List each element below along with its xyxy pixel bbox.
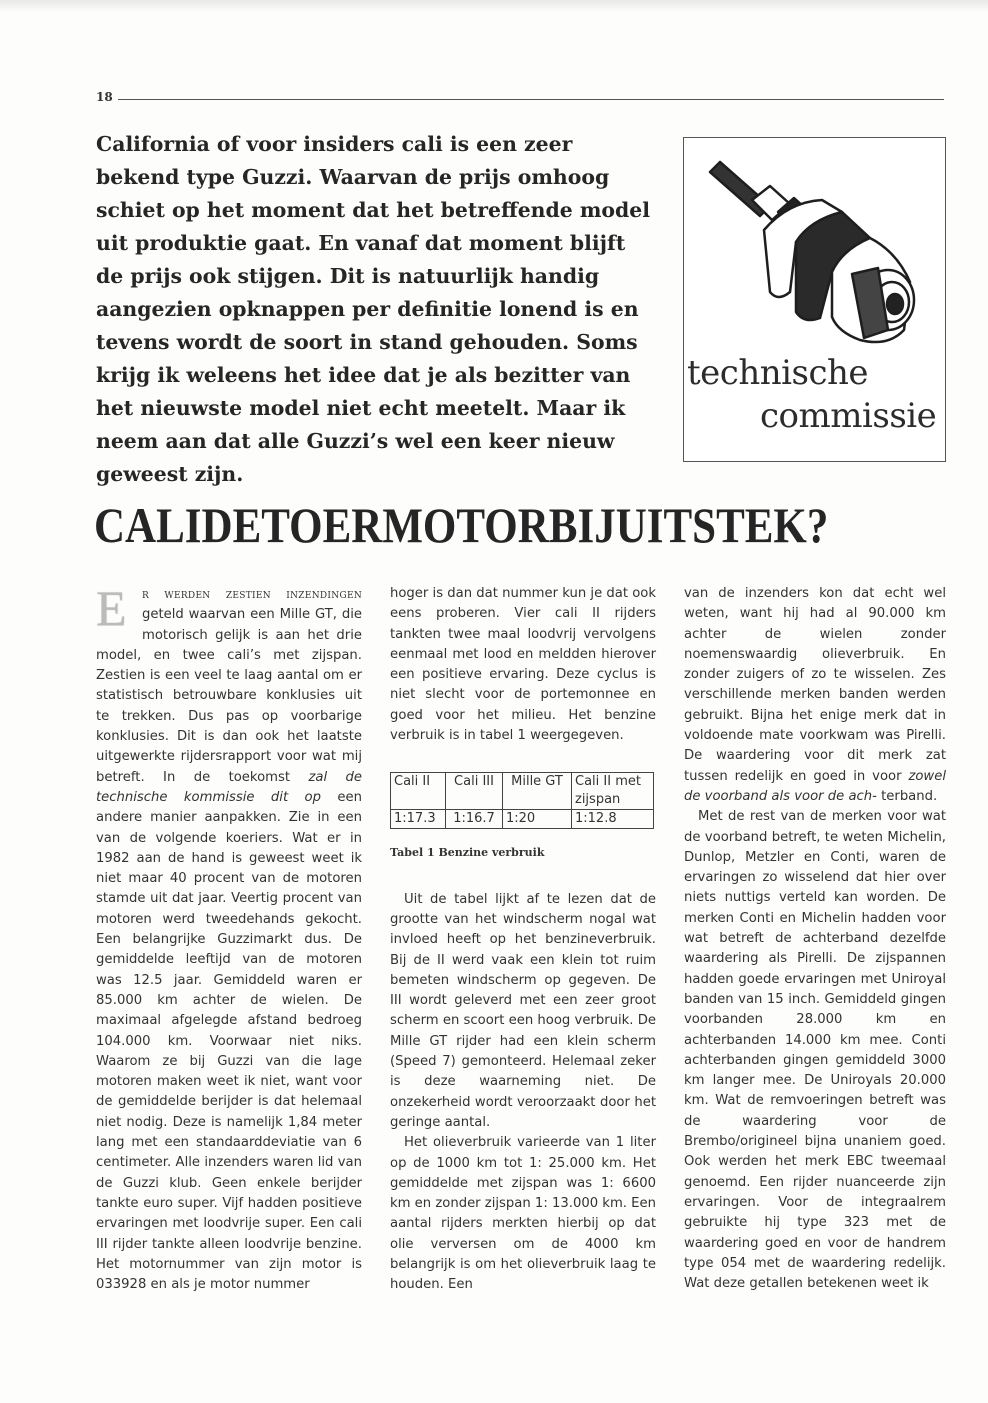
- drop-cap: E: [96, 580, 127, 636]
- table-header: Cali III: [446, 773, 503, 810]
- header-rule: [118, 99, 944, 100]
- crankshaft-icon: [692, 142, 937, 357]
- body-text-italic: zowel de voorband als voor de ach-: [684, 768, 946, 804]
- article-title: CALIDETOERMOTORBIJUITSTEK?: [94, 497, 829, 553]
- scan-edge: [0, 0, 988, 12]
- lead-in: r werden zestien inzendingen: [142, 586, 362, 601]
- page-number: 18: [96, 90, 113, 104]
- table-header: Cali II met zijspan: [572, 773, 654, 810]
- logo-text-commissie: commissie: [760, 396, 937, 436]
- body-text: een andere manier aanpakken. Zie in een van de volgende koeriers. Wat er in 1982 aan de hand is geweest weet ik niet maar 40 procent van de motoren stamde uit dat jaar. Veertig procent van motoren werd tweedehands gekocht. Een belangrijke Guzzimarkt dus. De gemiddelde leeftijd van de motoren was 12.5 jaar. Gemiddeld waren er 85.000 km achter de wielen. De maximaal afgelegde afstand bedroeg 104.000 km. Voorwaar niet niks. Waarom ze bij Guzzi van die lage motoren maken weet ik niet, want voor de gemiddelde berijder is dat helemaal niet nodig. Deze is namelijk 1,84 meter lang met een standaarddeviatie van 6 centimeter. Alle inzenders waren lid van de Guzzi klub. Geen enkele berijder tankte euro super. Vijf hadden positieve ervaringen met loodvrije super. Een cali III rijder tankte alleen loodvrije benzine. Het motornummer van zijn motor is 033928 en als je motor nummer: [96, 789, 362, 1293]
- column-1: [96, 580, 362, 1295]
- table-cell: 1:16.7: [446, 810, 503, 829]
- body-text: geteld waarvan een Mille GT, die motorisch gelijk is aan het drie model, en twee cali’s met zijspan. Zestien is een veel te laag aantal om er statistisch betrouwbare konklusies uit te trekken. Dus pas op voorbarige konklusies. Dit is dan ook het laatste uitgewerkte rijdersrapport voor wat mij betreft. In de toekomst: [96, 607, 362, 785]
- intro-paragraph: California of voor insiders cali is een zeer bekend type Guzzi. Waarvan de prijs omhoog schiet op het moment dat het betreffende model uit produktie gaat. En vanaf dat moment blijft de prijs ook stijgen. Dit is natuurlijk handig aangezien opknappen per definitie lonend is en tevens wordt de soort in stand gehouden. Soms krijg ik weleens het idee dat je als bezitter van het nieuwste model niet echt meetelt. Maar ik neem aan dat alle Guzzi’s wel een keer nieuw geweest zijn.: [96, 132, 650, 486]
- body-text: hoger is dan dat nummer kun je dat ook eens proberen. Vier cali II rijders tankten twee maal loodvrij vervolgens eenmaal met lood en meldden hierover een positieve ervaring. Deze cyclus is niet slecht voor de portemonnee en goed voor het milieu. Het benzine verbruik is in tabel 1 weergegeven.: [390, 586, 656, 744]
- fuel-consumption-table: [390, 772, 654, 829]
- body-text: Uit de tabel lijkt af te lezen dat de grootte van het windscherm nogal wat invloed heeft op het benzineverbruik. Bij de II werd vaak een klein tot ruim bemeten windscherm op gegeven. De III wordt geleverd met een zeer groot scherm en scoort een hoog verbruik. De Mille GT rijder had een klein scherm (Speed 7) gemonteerd. Helemaal zeker is deze waarneming niet. De onzekerheid wordt veroorzaakt door het geringe aantal.: [390, 891, 656, 1130]
- table-header: Cali II: [391, 773, 446, 810]
- body-text-italic: zal de technische kommissie dit op: [96, 769, 362, 805]
- table-row: [391, 810, 654, 829]
- table-cell: 1:20: [503, 810, 572, 829]
- column-3: [684, 584, 946, 1294]
- page-header: [96, 90, 946, 106]
- table-cell: 1:17.3: [391, 810, 446, 829]
- body-text: terband.: [881, 788, 938, 804]
- body-text: van de inzenders kon dat echt wel weten, want hij had al 90.000 km achter de wielen zonder noemenswaardig olieverbruik. En zonder zuigers of zo te wisselen. Zes verschillende merken banden werden gebruikt. Bijna het enige merk dat in voldoende mate voorkwam was Pirelli. De waardering voor dit merk zat tussen redelijk en goed in voor: [684, 586, 946, 784]
- table-header-row: [391, 773, 654, 810]
- table-header: Mille GT: [503, 773, 572, 810]
- body-text: Het olieverbruik varieerde van 1 liter op de 1000 km tot 1: 25.000 km. Het gemiddelde met zijspan was 1: 6600 km en zonder zijspan 1: 13.000 km. Een aantal rijders merkten hierbij op dat olie verversen om de 4000 km belangrijk is om het olieverbruik laag te houden. Een: [390, 1135, 656, 1293]
- column-2: [390, 584, 656, 1296]
- body-text: Met de rest van de merken voor wat de voorband betreft, te weten Michelin, Dunlop, Metzler en Conti, waren de ervaringen zo wisselend dat hier over niets nuttigs verteld kan worden. De merken Conti en Michelin hadden voor wat betreft de achterband dezelfde waardering als Pirelli. De zijspannen hadden goede ervaringen met Uniroyal banden van 15 inch. Gemiddeld gingen voorbanden 28.000 km en achterbanden 14.000 km mee. Conti achterbanden gingen gemiddeld 3000 km langer mee. De Uniroyals 20.000 km. Wat de remvoeringen betreft was de waardering voor de Brembo/origineel bijna unaniem goed. Ook werden het merk EBC tweemaal genoemd. Een rijder nuanceerde zijn ervaringen. Voor de integraalrem gebruikte hij type 323 met de waardering goed en voor de handrem type 054 met de waardering redelijk. Wat deze getallen betekenen weet ik: [684, 809, 946, 1292]
- table-caption: Tabel 1 Benzine verbruik: [390, 846, 545, 860]
- technische-commissie-logo: [683, 137, 946, 462]
- table-cell: 1:12.8: [572, 810, 654, 829]
- logo-text-technische: technische: [687, 353, 869, 393]
